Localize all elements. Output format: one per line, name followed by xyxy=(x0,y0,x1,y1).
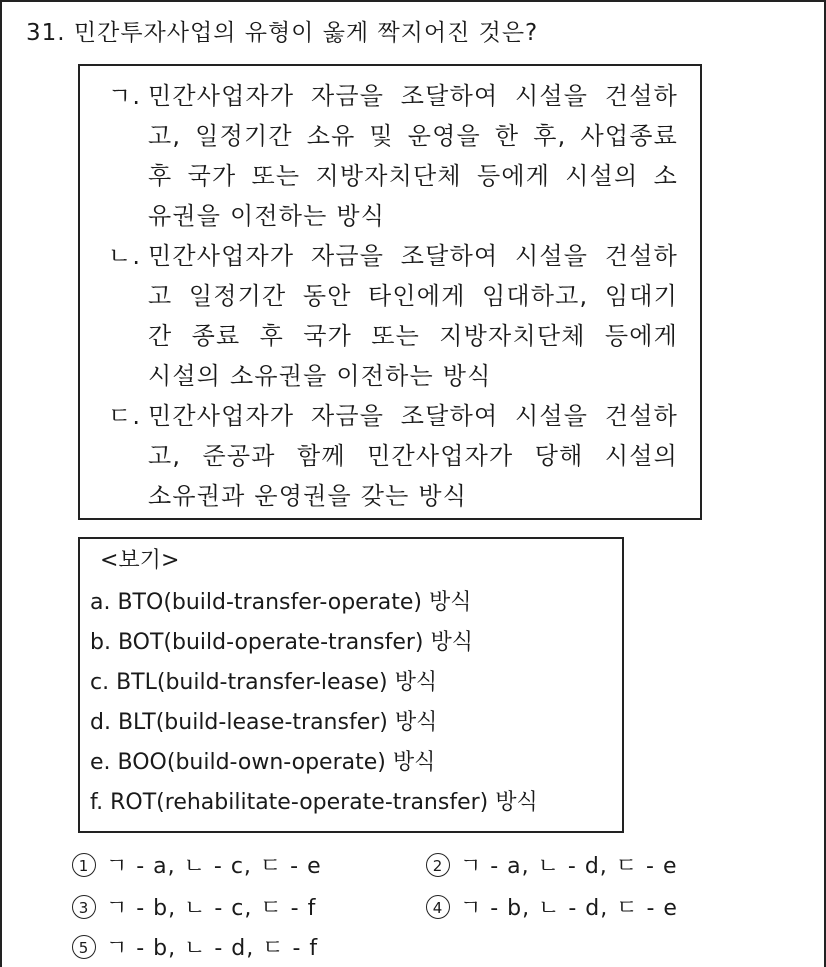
choice-number-badge: 4 xyxy=(426,895,450,919)
answer-choice-3[interactable] xyxy=(72,893,316,925)
answer-choice-4[interactable] xyxy=(426,893,678,925)
statement-text: 소유권과 운영권을 갖는 방식 xyxy=(148,482,468,510)
example-item-d: d. BLT(build-lease-transfer) 방식 xyxy=(90,710,438,735)
statement-label: ㄷ. xyxy=(108,402,142,430)
statements-box xyxy=(78,64,702,520)
question-title: 31. 민간투자사업의 유형이 옳게 짝지어진 것은? xyxy=(26,20,539,46)
statement-text: 고, 일정기간 소유 및 운영을 한 후, 사업종료 xyxy=(148,122,678,150)
example-item-a: a. BTO(build-transfer-operate) 방식 xyxy=(90,590,472,615)
choice-number-badge: 2 xyxy=(426,853,450,877)
statement-text: 간 종료 후 국가 또는 지방자치단체 등에게 xyxy=(148,322,678,350)
statement-text: 민간사업자가 자금을 조달하여 시설을 건설하 xyxy=(148,82,678,110)
example-item-f: f. ROT(rehabilitate-operate-transfer) 방식 xyxy=(90,790,538,815)
choice-text: ㄱ - a, ㄴ - d, ㄷ - e xyxy=(460,854,678,879)
statement-text: 민간사업자가 자금을 조달하여 시설을 건설하 xyxy=(148,242,678,270)
choice-number-badge: 5 xyxy=(72,935,96,959)
answer-choice-2[interactable] xyxy=(426,851,678,883)
statement-label: ㄱ. xyxy=(108,82,142,110)
statement-text: 시설의 소유권을 이전하는 방식 xyxy=(148,362,492,390)
statement-text: 고 일정기간 동안 타인에게 임대하고, 임대기 xyxy=(148,282,678,310)
example-item-e: e. BOO(build-own-operate) 방식 xyxy=(90,750,436,775)
examples-heading: <보기> xyxy=(100,548,180,573)
answer-choice-5[interactable] xyxy=(72,933,318,965)
examples-box xyxy=(78,537,624,833)
statement-label: ㄴ. xyxy=(108,242,142,270)
statement-text: 후 국가 또는 지방자치단체 등에게 시설의 소 xyxy=(148,162,678,190)
answer-choice-1[interactable] xyxy=(72,851,322,883)
choice-number-badge: 3 xyxy=(72,895,96,919)
choice-number-badge: 1 xyxy=(72,853,96,877)
statement-text: 민간사업자가 자금을 조달하여 시설을 건설하 xyxy=(148,402,678,430)
statement-text: 유권을 이전하는 방식 xyxy=(148,202,386,230)
choice-text: ㄱ - a, ㄴ - c, ㄷ - e xyxy=(106,854,322,879)
choice-text: ㄱ - b, ㄴ - d, ㄷ - f xyxy=(106,936,319,961)
example-item-b: b. BOT(build-operate-transfer) 방식 xyxy=(90,630,473,655)
statement-text: 고, 준공과 함께 민간사업자가 당해 시설의 xyxy=(148,442,678,470)
choice-text: ㄱ - b, ㄴ - c, ㄷ - f xyxy=(106,896,317,921)
example-item-c: c. BTL(build-transfer-lease) 방식 xyxy=(90,670,438,695)
choice-text: ㄱ - b, ㄴ - d, ㄷ - e xyxy=(460,896,678,921)
